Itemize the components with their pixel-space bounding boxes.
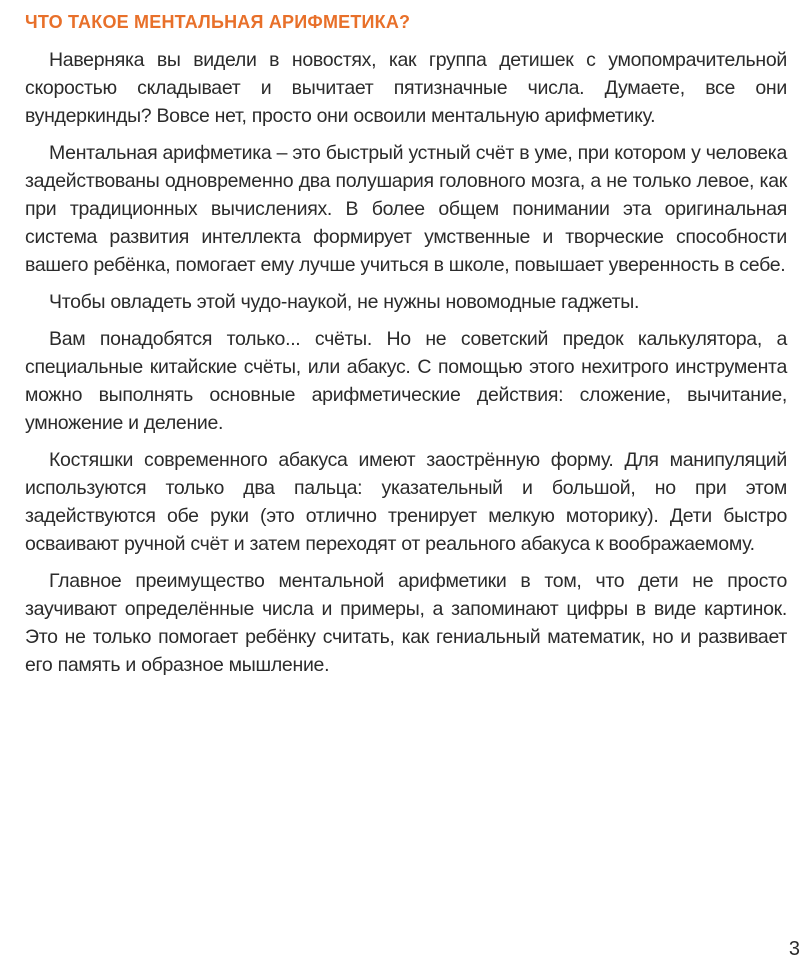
paragraph-1: Наверняка вы видели в новостях, как группа детишек с умопомрачительной скоростью складывает и вычитает пятизначные числа. Думаете, все они вундеркинды? Вовсе нет, просто они освоили ментальную арифметику. [25, 49, 787, 127]
page-number: 3 [788, 938, 800, 960]
paragraph-4: Вам понадобятся только... счёты. Но не советский предок калькулятора, а специальные китайские счёты, или абакус. С помощью этого нехитрого инструмента можно выполнять основные арифметические действия: сложение, вычитание, умножение и деление. [25, 328, 787, 434]
paragraph-5: Костяшки современного абакуса имеют заострённую форму. Для манипуляций используются только два пальца: указательный и большой, но при этом задействуются обе руки (это отлично тренирует мелкую моторику). Дети быстро осваивают ручной счёт и затем переходят от реального абакуса к воображаемому. [25, 449, 787, 555]
body-text [25, 46, 787, 679]
page [25, 10, 787, 688]
paragraph-6: Главное преимущество ментальной арифметики в том, что дети не просто заучивают определённые числа и примеры, а запоминают цифры в виде картинок. Это не только помогает ребёнку считать, как гениальный математик, но и развивает его память и образное мышление. [25, 570, 787, 676]
paragraph-2: Ментальная арифметика – это быстрый устный счёт в уме, при котором у человека задействованы одновременно два полушария головного мозга, а не только левое, как при традиционных вычислениях. В более общем понимании эта оригинальная система развития интеллекта формирует умственные и творческие способности вашего ребёнка, помогает ему лучше учиться в школе, повышает уверенность в себе. [25, 142, 787, 276]
section-heading: ЧТО ТАКОЕ МЕНТАЛЬНАЯ АРИФМЕТИКА? [25, 12, 411, 32]
paragraph-3: Чтобы овладеть этой чудо-наукой, не нужны новомодные гаджеты. [49, 291, 640, 313]
